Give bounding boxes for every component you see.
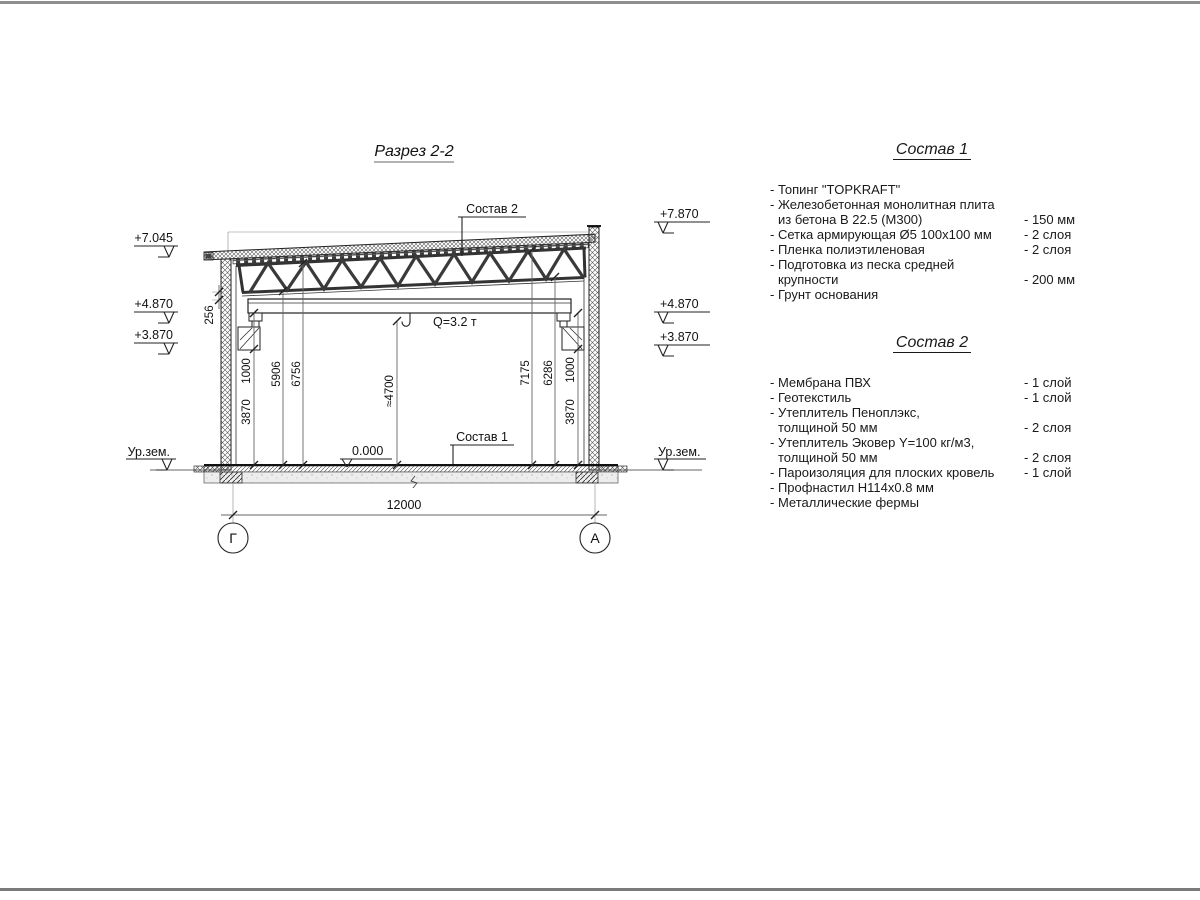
spec2-item: [770, 405, 1094, 435]
elev-right-parapet: +7.870: [660, 207, 699, 221]
dim-right-upper: 1000: [565, 357, 577, 383]
spec-item-text: - Топинг "TOPKRAFT": [770, 182, 901, 197]
spec-item-text: - Утеплитель Пеноплэкс,: [770, 405, 920, 420]
dim-right-lower: 3870: [565, 399, 577, 425]
spec-item-text: - Профнастил Н114х0.8 мм: [770, 480, 934, 495]
spec2-title: Состав 2: [770, 334, 1094, 352]
spec-item-text: крупности: [778, 272, 839, 287]
elev-left-corbel: +3.870: [134, 328, 173, 342]
right-wall: [589, 227, 599, 470]
spec-item-text: - Подготовка из песка средней: [770, 257, 955, 272]
span-dimension: [218, 484, 610, 553]
eave-detail: [206, 254, 212, 259]
left-wall: [221, 259, 231, 470]
spec-block-1: [770, 141, 1094, 302]
dim-bearing: 256: [204, 305, 216, 325]
spec-item-value: - 2 слоя: [1024, 420, 1072, 435]
spec1-item: [770, 287, 1094, 302]
spec2-item: [770, 480, 1094, 495]
dim-left-upper: 1000: [241, 358, 253, 384]
axis-right-label: А: [590, 530, 600, 546]
dim-left-lower: 3870: [241, 399, 253, 425]
right-rail-pad: [557, 313, 570, 321]
spec1-item: [770, 182, 1094, 197]
spec-item-text: - Мембрана ПВХ: [770, 375, 871, 390]
spec2-item: [770, 390, 1094, 405]
spec2-item: [770, 465, 1094, 480]
dim-span: 12000: [386, 498, 422, 512]
spec-item-value: - 2 слоя: [1024, 450, 1072, 465]
spec-item-text: - Сетка армирующая Ø5 100х100 мм: [770, 227, 992, 242]
spec-item-text: толщиной 50 мм: [778, 420, 878, 435]
spec-item-text: - Пленка полиэтиленовая: [770, 242, 925, 257]
dim-left-roof: 6756: [291, 361, 303, 387]
drawing-title: [374, 143, 454, 162]
axis-left-label: Г: [229, 530, 237, 546]
section-title: Разрез 2-2: [374, 143, 454, 160]
spec-item-text: - Утеплитель Эковер Y=100 кг/м3,: [770, 435, 975, 450]
elevation-marks-right: [654, 207, 710, 470]
ground-label-left: Ур.зем.: [127, 445, 170, 459]
spec1-title: Состав 1: [770, 141, 1094, 159]
spec-item-text: толщиной 50 мм: [778, 450, 878, 465]
elev-left-roof: +7.045: [134, 231, 173, 245]
elev-right-corbel: +3.870: [660, 330, 699, 344]
spec-item-value: - 200 мм: [1024, 272, 1076, 287]
elevation-marks-left: [126, 231, 178, 470]
spec1-item: [770, 227, 1094, 242]
spec-item-text: - Геотекстиль: [770, 390, 852, 405]
spec-item-value: - 150 мм: [1024, 212, 1076, 227]
spec-item-text: - Железобетонная монолитная плита: [770, 197, 995, 212]
spec-item-value: - 1 слой: [1024, 390, 1072, 405]
spec1-item: [770, 242, 1094, 257]
spec2-item: [770, 435, 1094, 465]
spec-item-value: - 1 слой: [1024, 375, 1072, 390]
spec-block-2: [770, 334, 1094, 510]
spec-item-text: - Грунт основания: [770, 287, 879, 302]
right-slab-end-block: [576, 472, 598, 483]
spec2-item: [770, 375, 1094, 390]
spec1-item: [770, 257, 1094, 287]
left-slab-end-block: [220, 472, 242, 483]
crane-hook-icon: [402, 313, 410, 326]
spec-item-text: из бетона В 22.5 (М300): [778, 212, 923, 227]
dim-right-chord: 6286: [543, 360, 555, 386]
crane-beam: [248, 299, 571, 313]
dim-left-chord: 5906: [271, 361, 283, 387]
spec-item-value: - 2 слоя: [1024, 242, 1072, 257]
elev-left-rail: +4.870: [134, 297, 173, 311]
crane-capacity-label: Q=3.2 т: [433, 315, 477, 329]
callout-floor-composition: Состав 1: [456, 430, 508, 444]
spec-item-text: - Пароизоляция для плоских кровель: [770, 465, 995, 480]
spec1-item: [770, 197, 1094, 227]
spec-item-value: - 1 слой: [1024, 465, 1072, 480]
dim-right-roof: 7175: [520, 360, 532, 386]
spec-item-value: - 2 слоя: [1024, 227, 1072, 242]
spec-item-text: - Металлические фермы: [770, 495, 919, 510]
ground-label-right: Ур.зем.: [658, 445, 701, 459]
callout-roof-composition: Состав 2: [466, 202, 518, 216]
dim-hook-height: ≈4700: [384, 375, 396, 407]
elev-right-rail: +4.870: [660, 297, 699, 311]
floor-finish-band: [204, 466, 618, 472]
zero-level-label: 0.000: [352, 444, 384, 458]
spec2-item: [770, 495, 1094, 510]
